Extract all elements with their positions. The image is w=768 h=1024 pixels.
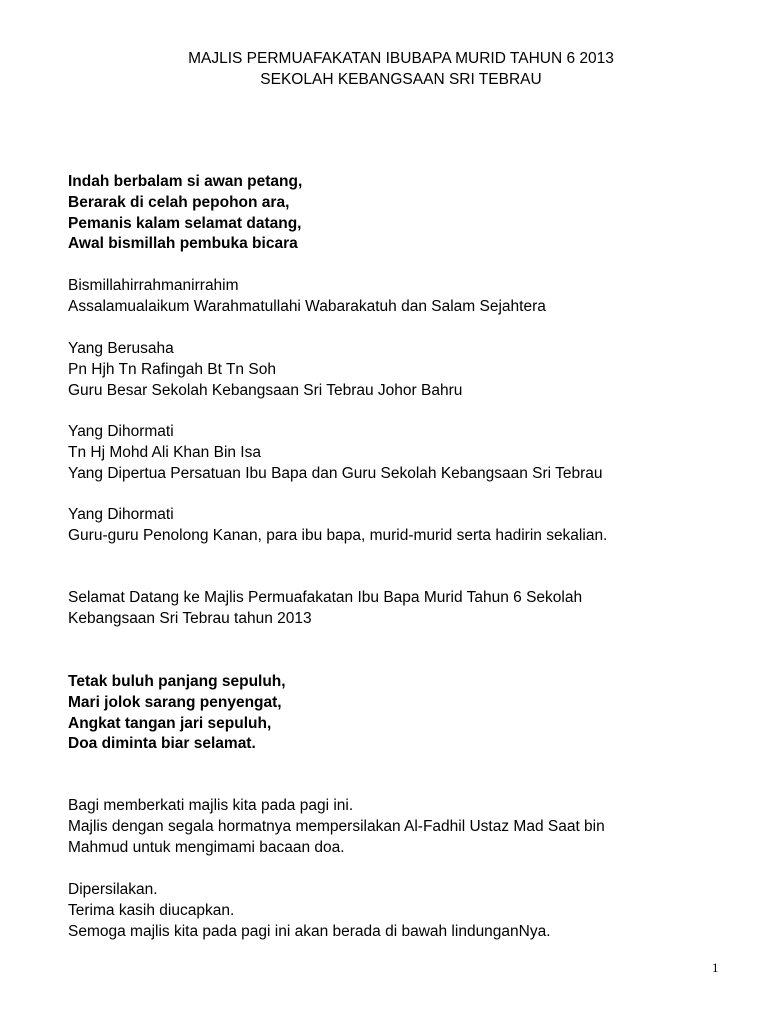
salutation-line: Yang Dihormati — [68, 423, 174, 440]
salutation-headmistress — [68, 339, 462, 401]
pantun-line: Berarak di celah pepohon ara, — [68, 193, 290, 211]
greeting-line: Assalamualaikum Warahmatullahi Wabarakatuh dan Salam Sejahtera — [68, 297, 546, 315]
pantun-line: Pemanis kalam selamat datang, — [68, 214, 302, 232]
prayer-pantun — [68, 672, 286, 755]
greeting-paragraph — [68, 276, 546, 318]
salutation-audience — [68, 505, 607, 547]
salutation-pta-chairman — [68, 422, 603, 484]
salutation-line: Yang Berusaha — [68, 340, 174, 357]
pantun-line: Indah berbalam si awan petang, — [68, 173, 303, 190]
greeting-line: Bismillahirrahmanirrahim — [68, 277, 239, 294]
salutation-line: Tn Hj Mohd Ali Khan Bin Isa — [68, 443, 261, 461]
closing-line: Semoga majlis kita pada pagi ini akan berada di bawah lindunganNya. — [68, 922, 551, 940]
salutation-line: Guru-guru Penolong Kanan, para ibu bapa, murid-murid serta hadirin sekalian. — [68, 526, 608, 544]
closing-line: Dipersilakan. — [68, 881, 158, 898]
pantun-line: Angkat tangan jari sepuluh, — [68, 714, 272, 732]
closing-paragraph — [68, 880, 551, 942]
header-title-line-1: MAJLIS PERMUAFAKATAN IBUBAPA MURID TAHUN 6 2013 — [188, 50, 614, 67]
pantun-line: Doa diminta biar selamat. — [68, 735, 256, 753]
welcome-paragraph — [68, 588, 582, 630]
salutation-line: Yang Dipertua Persatuan Ibu Bapa dan Guru Sekolah Kebangsaan Sri Tebrau — [68, 464, 603, 482]
page-number: 1 — [712, 960, 719, 975]
welcome-line: Kebangsaan Sri Tebrau tahun 2013 — [68, 609, 312, 627]
header-title-line-2: SEKOLAH KEBANGSAAN SRI TEBRAU — [260, 71, 542, 88]
salutation-line: Yang Dihormati — [68, 506, 174, 523]
pantun-line: Tetak buluh panjang sepuluh, — [68, 673, 286, 690]
invitation-line: Majlis dengan segala hormatnya mempersilakan Al-Fadhil Ustaz Mad Saat bin — [68, 817, 605, 835]
welcome-line: Selamat Datang ke Majlis Permuafakatan Ibu Bapa Murid Tahun 6 Sekolah — [68, 589, 583, 606]
pantun-line: Mari jolok sarang penyengat, — [68, 693, 282, 711]
invitation-paragraph — [68, 796, 605, 858]
opening-pantun — [68, 172, 302, 255]
document-header — [0, 48, 768, 90]
closing-line: Terima kasih diucapkan. — [68, 901, 235, 919]
pantun-line: Awal bismillah pembuka bicara — [68, 235, 298, 253]
invitation-line: Bagi memberkati majlis kita pada pagi ini. — [68, 797, 354, 814]
salutation-line: Guru Besar Sekolah Kebangsaan Sri Tebrau Johor Bahru — [68, 381, 463, 399]
invitation-line: Mahmud untuk mengimami bacaan doa. — [68, 838, 345, 856]
salutation-line: Pn Hjh Tn Rafingah Bt Tn Soh — [68, 360, 276, 378]
